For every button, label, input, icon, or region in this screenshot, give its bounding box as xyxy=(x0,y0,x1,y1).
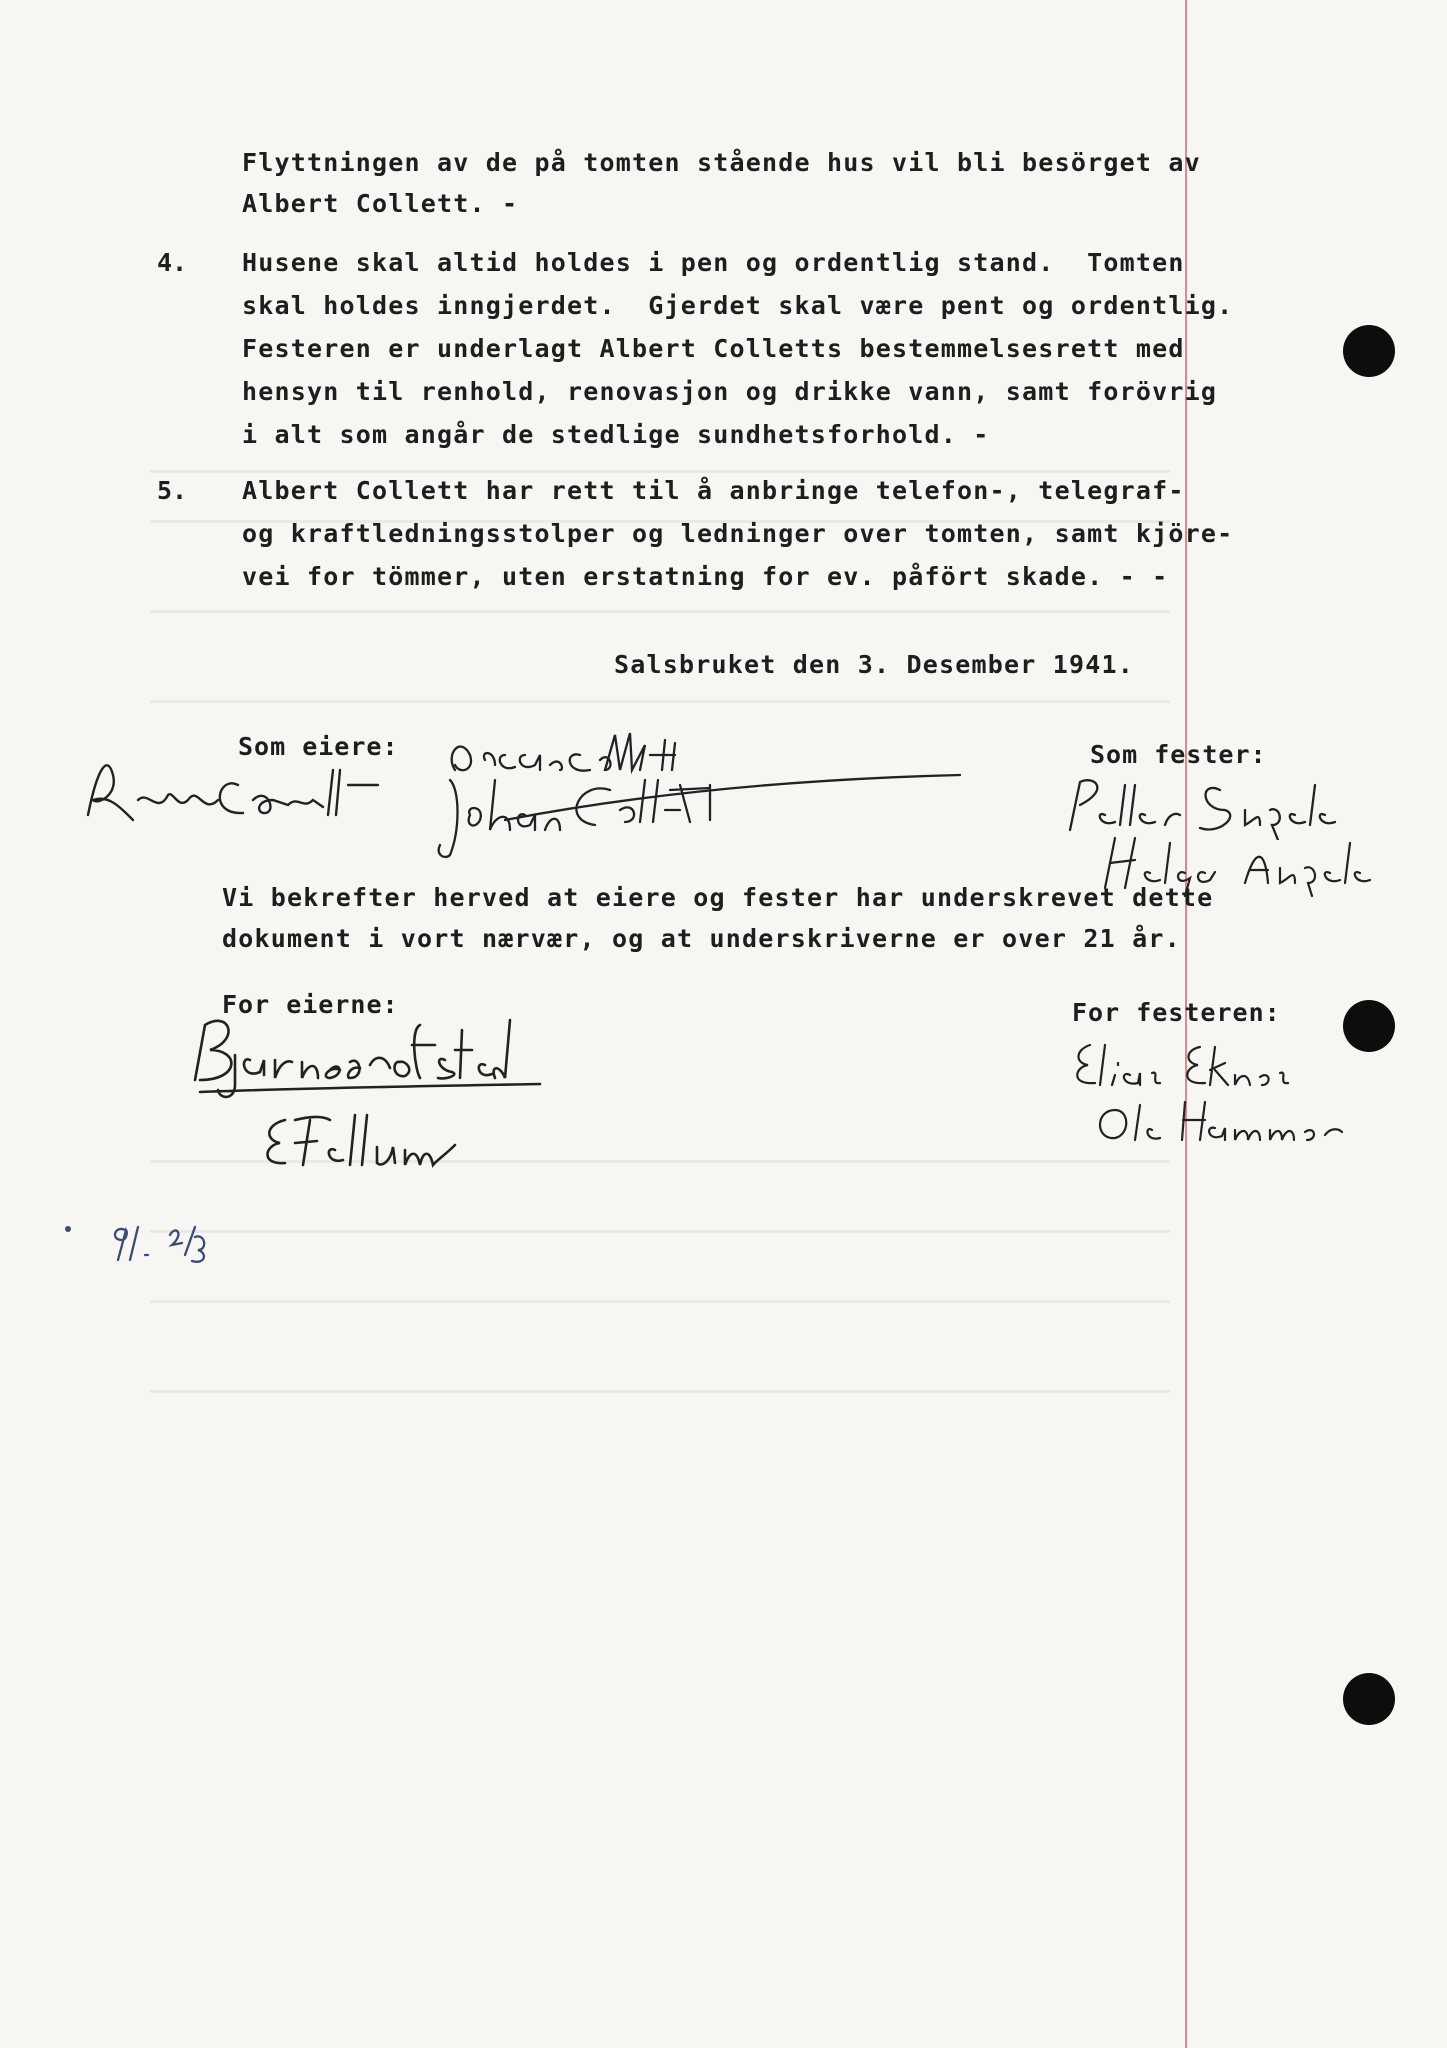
intro-line: Albert Collett. - xyxy=(242,189,519,218)
bleed-through xyxy=(150,1230,1170,1233)
item-number: 4. xyxy=(157,248,188,277)
for-tenant-label: For festeren: xyxy=(1072,998,1281,1027)
item-4-line: i alt som angår de stedlige sundhetsforhold. - xyxy=(242,420,990,449)
item-5-line: vei for tömmer, uten erstatning for ev. påfört skade. - - xyxy=(242,562,1169,591)
signature-e-fellum xyxy=(255,1105,515,1175)
signature-johan-collett xyxy=(410,760,970,870)
bleed-through xyxy=(150,700,1170,703)
signature-axel-collett xyxy=(78,745,418,835)
bleed-through xyxy=(150,470,1170,473)
handwritten-margin-note xyxy=(60,1215,250,1270)
item-5-line: Albert Collett har rett til å anbringe telefon-, telegraf- xyxy=(242,476,1185,505)
item-number: 5. xyxy=(157,476,188,505)
item-5-line: og kraftledningsstolper og ledninger over tomten, samt kjöre- xyxy=(242,519,1234,548)
item-4-line: Festeren er underlagt Albert Colletts bestemmelsesrett med xyxy=(242,334,1185,363)
bleed-through xyxy=(150,610,1170,613)
place-date: Salsbruket den 3. Desember 1941. xyxy=(614,650,1135,679)
tenant-label: Som fester: xyxy=(1090,740,1267,769)
signature-bjarne-grofstad xyxy=(180,1000,560,1105)
witness-line: dokument i vort nærvær, og at underskriverne er over 21 år. xyxy=(222,924,1181,953)
witness-line: Vi bekrefter herved at eiere og fester har underskrevet dette xyxy=(222,883,1214,912)
item-4-line: hensyn til renhold, renovasjon og drikke vann, samt forövrig xyxy=(242,377,1218,406)
punch-hole-bottom xyxy=(1343,1673,1395,1725)
item-4-line: Husene skal altid holdes i pen og ordentlig stand. Tomten xyxy=(242,248,1185,277)
punch-hole-top xyxy=(1343,325,1395,377)
item-4-line: skal holdes inngjerdet. Gjerdet skal være pent og ordentlig. xyxy=(242,291,1234,320)
signature-elias-eknes xyxy=(1060,1035,1360,1095)
bleed-through xyxy=(150,1300,1170,1303)
owners-label: Som eiere: xyxy=(238,732,399,761)
intro-line: Flyttningen av de på tomten stående hus vil bli besörget av xyxy=(242,148,1201,177)
for-owners-label: For eierne: xyxy=(222,990,399,1019)
signature-ole-hammer xyxy=(1090,1090,1350,1150)
bleed-through xyxy=(150,1390,1170,1393)
